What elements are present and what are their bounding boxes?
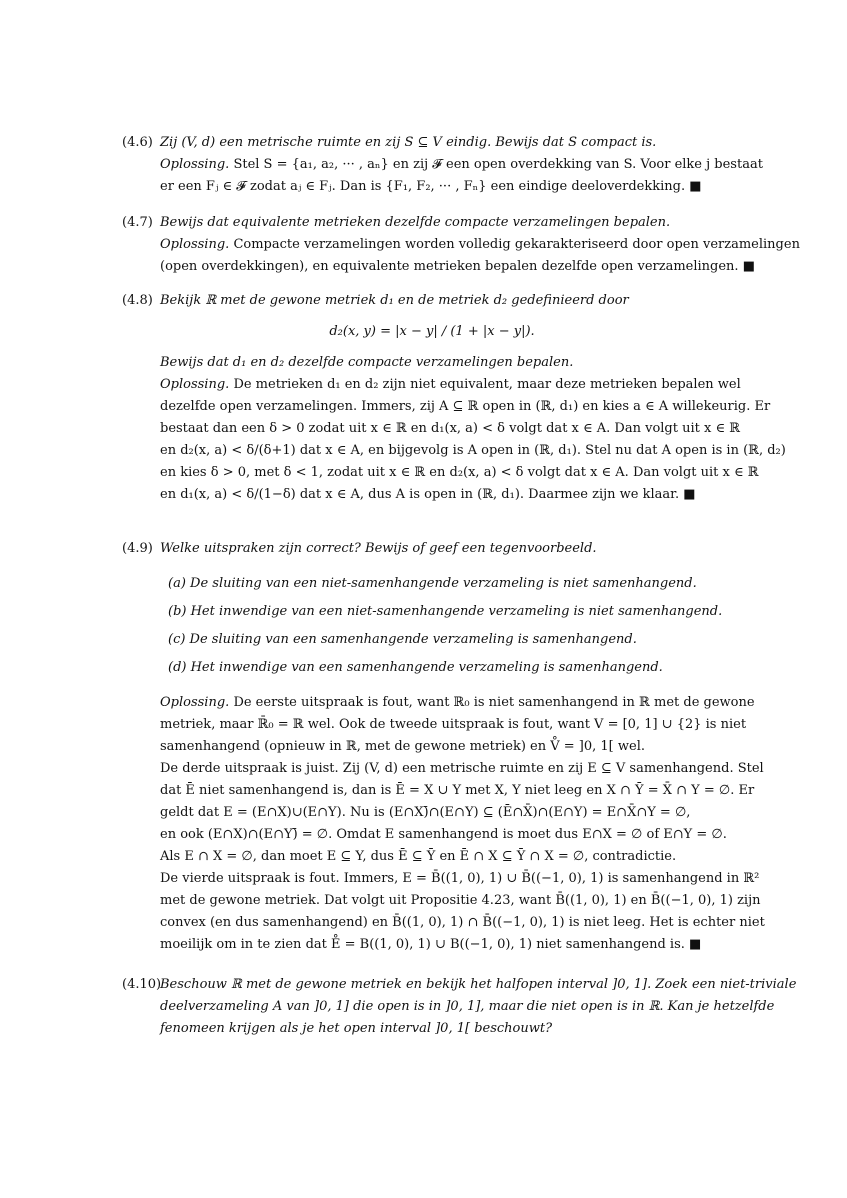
exercise-statement: Beschouw ℝ met de gewone metriek en bekijk het halfopen interval ]0, 1]. Zoek een niet-triviale — [160, 977, 797, 992]
solution-line: convex (en dus samenhangend) en B̄((1, 0), 1) ∩ B̄((−1, 0), 1) is niet leeg. Het is echter niet — [160, 915, 765, 930]
solution-line: dezelfde open verzamelingen. Immers, zij A ⊆ ℝ open in (ℝ, d₁) en kies a ∈ A willekeurig. Er — [160, 399, 771, 414]
solution-line: moeilijk om in te zien dat E̊ = B((1, 0), 1) ∪ B((−1, 0), 1) niet samenhangend is. ■ — [160, 937, 702, 952]
solution-line: bestaat dan een δ > 0 zodat uit x ∈ ℝ en d₁(x, a) < δ volgt dat x ∈ A. Dan volgt uit x ∈ ℝ — [160, 421, 741, 436]
solution-line: er een Fⱼ ∈ 𝓕 zodat aⱼ ∈ Fⱼ. Dan is {F₁, F₂, ··· , Fₙ} een eindige deeloverdekking. ■ — [160, 179, 702, 194]
solution-line: Als E ∩ X = ∅, dan moet E ⊆ Y, dus Ē ⊆ Ȳ en Ē ∩ X ⊆ Ȳ ∩ X = ∅, contradictie. — [160, 849, 677, 864]
exercise-statement: Bekijk ℝ met de gewone metriek d₁ en de metriek d₂ gedefinieerd door — [160, 293, 629, 308]
exercise-statement: deelverzameling A van ]0, 1] die open is in ]0, 1], maar die niet open is in ℝ. Kan je hetzelfde — [160, 999, 775, 1014]
solution-line: De derde uitspraak is juist. Zij (V, d) een metrische ruimte en zij E ⊆ V samenhangend. Stel — [160, 761, 764, 776]
solution-line: geldt dat E = (E∩X)∪(E∩Y). Nu is (E∩X)̄∩(E∩Y) ⊆ (Ē∩X̄)∩(E∩Y) = E∩X̄∩Y = ∅, — [160, 805, 691, 820]
formula-d2: d₂(x, y) = |x − y| / (1 + |x − y|). — [329, 324, 535, 339]
solution-line: Oplossing. De metrieken d₁ en d₂ zijn niet equivalent, maar deze metrieken bepalen wel — [160, 377, 741, 392]
solution-line: en ook (E∩X)∩(E∩Y)̄ = ∅. Omdat E samenhangend is moet dus E∩X = ∅ of E∩Y = ∅. — [160, 827, 727, 842]
solution-line: en d₂(x, a) < δ/(δ+1) dat x ∈ A, en bijgevolg is A open in (ℝ, d₁). Stel nu dat A open is in (ℝ, d₂) — [160, 443, 786, 458]
exercise-statement: Bewijs dat d₁ en d₂ dezelfde compacte verzamelingen bepalen. — [160, 355, 574, 370]
solution-line: metriek, maar ℝ̄₀ = ℝ wel. Ook de tweede uitspraak is fout, want V = [0, 1] ∪ {2} is niet — [160, 717, 747, 732]
exercise-4-9 — [122, 538, 765, 956]
exercise-4-6 — [122, 132, 763, 198]
exercise-statement: Zij (V, d) een metrische ruimte en zij S ⊆ V eindig. Bewijs dat S compact is. — [160, 135, 657, 150]
exercise-statement: Bewijs dat equivalente metrieken dezelfde compacte verzamelingen bepalen. — [160, 215, 671, 230]
solution-line: en kies δ > 0, met δ < 1, zodat uit x ∈ ℝ en d₂(x, a) < δ volgt dat x ∈ A. Dan volgt uit x ∈ ℝ — [160, 465, 759, 480]
solution-line: Oplossing. De eerste uitspraak is fout, want ℝ₀ is niet samenhangend in ℝ met de gewone — [160, 695, 755, 710]
solution-line: samenhangend (opnieuw in ℝ, met de gewone metriek) en V̊ = ]0, 1[ wel. — [160, 739, 645, 754]
exercise-4-10 — [122, 974, 797, 1040]
exercise-statement: Welke uitspraken zijn correct? Bewijs of geef een tegenvoorbeeld. — [160, 541, 597, 556]
solution-label: Oplossing. — [160, 377, 230, 392]
subitem-c: (c) De sluiting van een samenhangende verzameling is samenhangend. — [168, 632, 637, 647]
solution-line: (open overdekkingen), en equivalente metrieken bepalen dezelfde open verzamelingen. ■ — [160, 259, 755, 274]
exercise-4-7 — [122, 212, 800, 278]
solution-line: Oplossing. Compacte verzamelingen worden volledig gekarakteriseerd door open verzamelingen — [160, 237, 800, 252]
solution-label: Oplossing. — [160, 237, 230, 252]
exercise-number: (4.8) — [122, 293, 153, 308]
solution-line: Oplossing. Stel S = {a₁, a₂, ··· , aₙ} en zij 𝓕 een open overdekking van S. Voor elke j bestaat — [160, 157, 763, 172]
subitem-a: (a) De sluiting van een niet-samenhangende verzameling is niet samenhangend. — [168, 576, 697, 591]
solution-label: Oplossing. — [160, 157, 230, 172]
solution-label: Oplossing. — [160, 695, 230, 710]
solution-line: en d₁(x, a) < δ/(1−δ) dat x ∈ A, dus A is open in (ℝ, d₁). Daarmee zijn we klaar. ■ — [160, 487, 696, 502]
solution-line: dat Ē niet samenhangend is, dan is Ē = X ∪ Y met X, Y niet leeg en X ∩ Ȳ = X̄ ∩ Y = ∅. Er — [160, 783, 755, 798]
exercise-number: (4.10) — [122, 977, 162, 992]
subitem-b: (b) Het inwendige van een niet-samenhangende verzameling is niet samenhangend. — [168, 604, 723, 619]
exercise-4-8 — [122, 290, 786, 506]
solution-line: De vierde uitspraak is fout. Immers, E = B̄((1, 0), 1) ∪ B̄((−1, 0), 1) is samenhangend in ℝ² — [160, 871, 760, 886]
exercise-number: (4.9) — [122, 541, 153, 556]
exercise-statement: fenomeen krijgen als je het open interval ]0, 1[ beschouwt? — [160, 1021, 553, 1036]
exercise-number: (4.6) — [122, 135, 153, 150]
solution-line: met de gewone metriek. Dat volgt uit Propositie 4.23, want B̄((1, 0), 1) en B̄((−1, 0), 1) zijn — [160, 893, 761, 908]
exercise-number: (4.7) — [122, 215, 153, 230]
subitem-d: (d) Het inwendige van een samenhangende verzameling is samenhangend. — [168, 660, 663, 675]
